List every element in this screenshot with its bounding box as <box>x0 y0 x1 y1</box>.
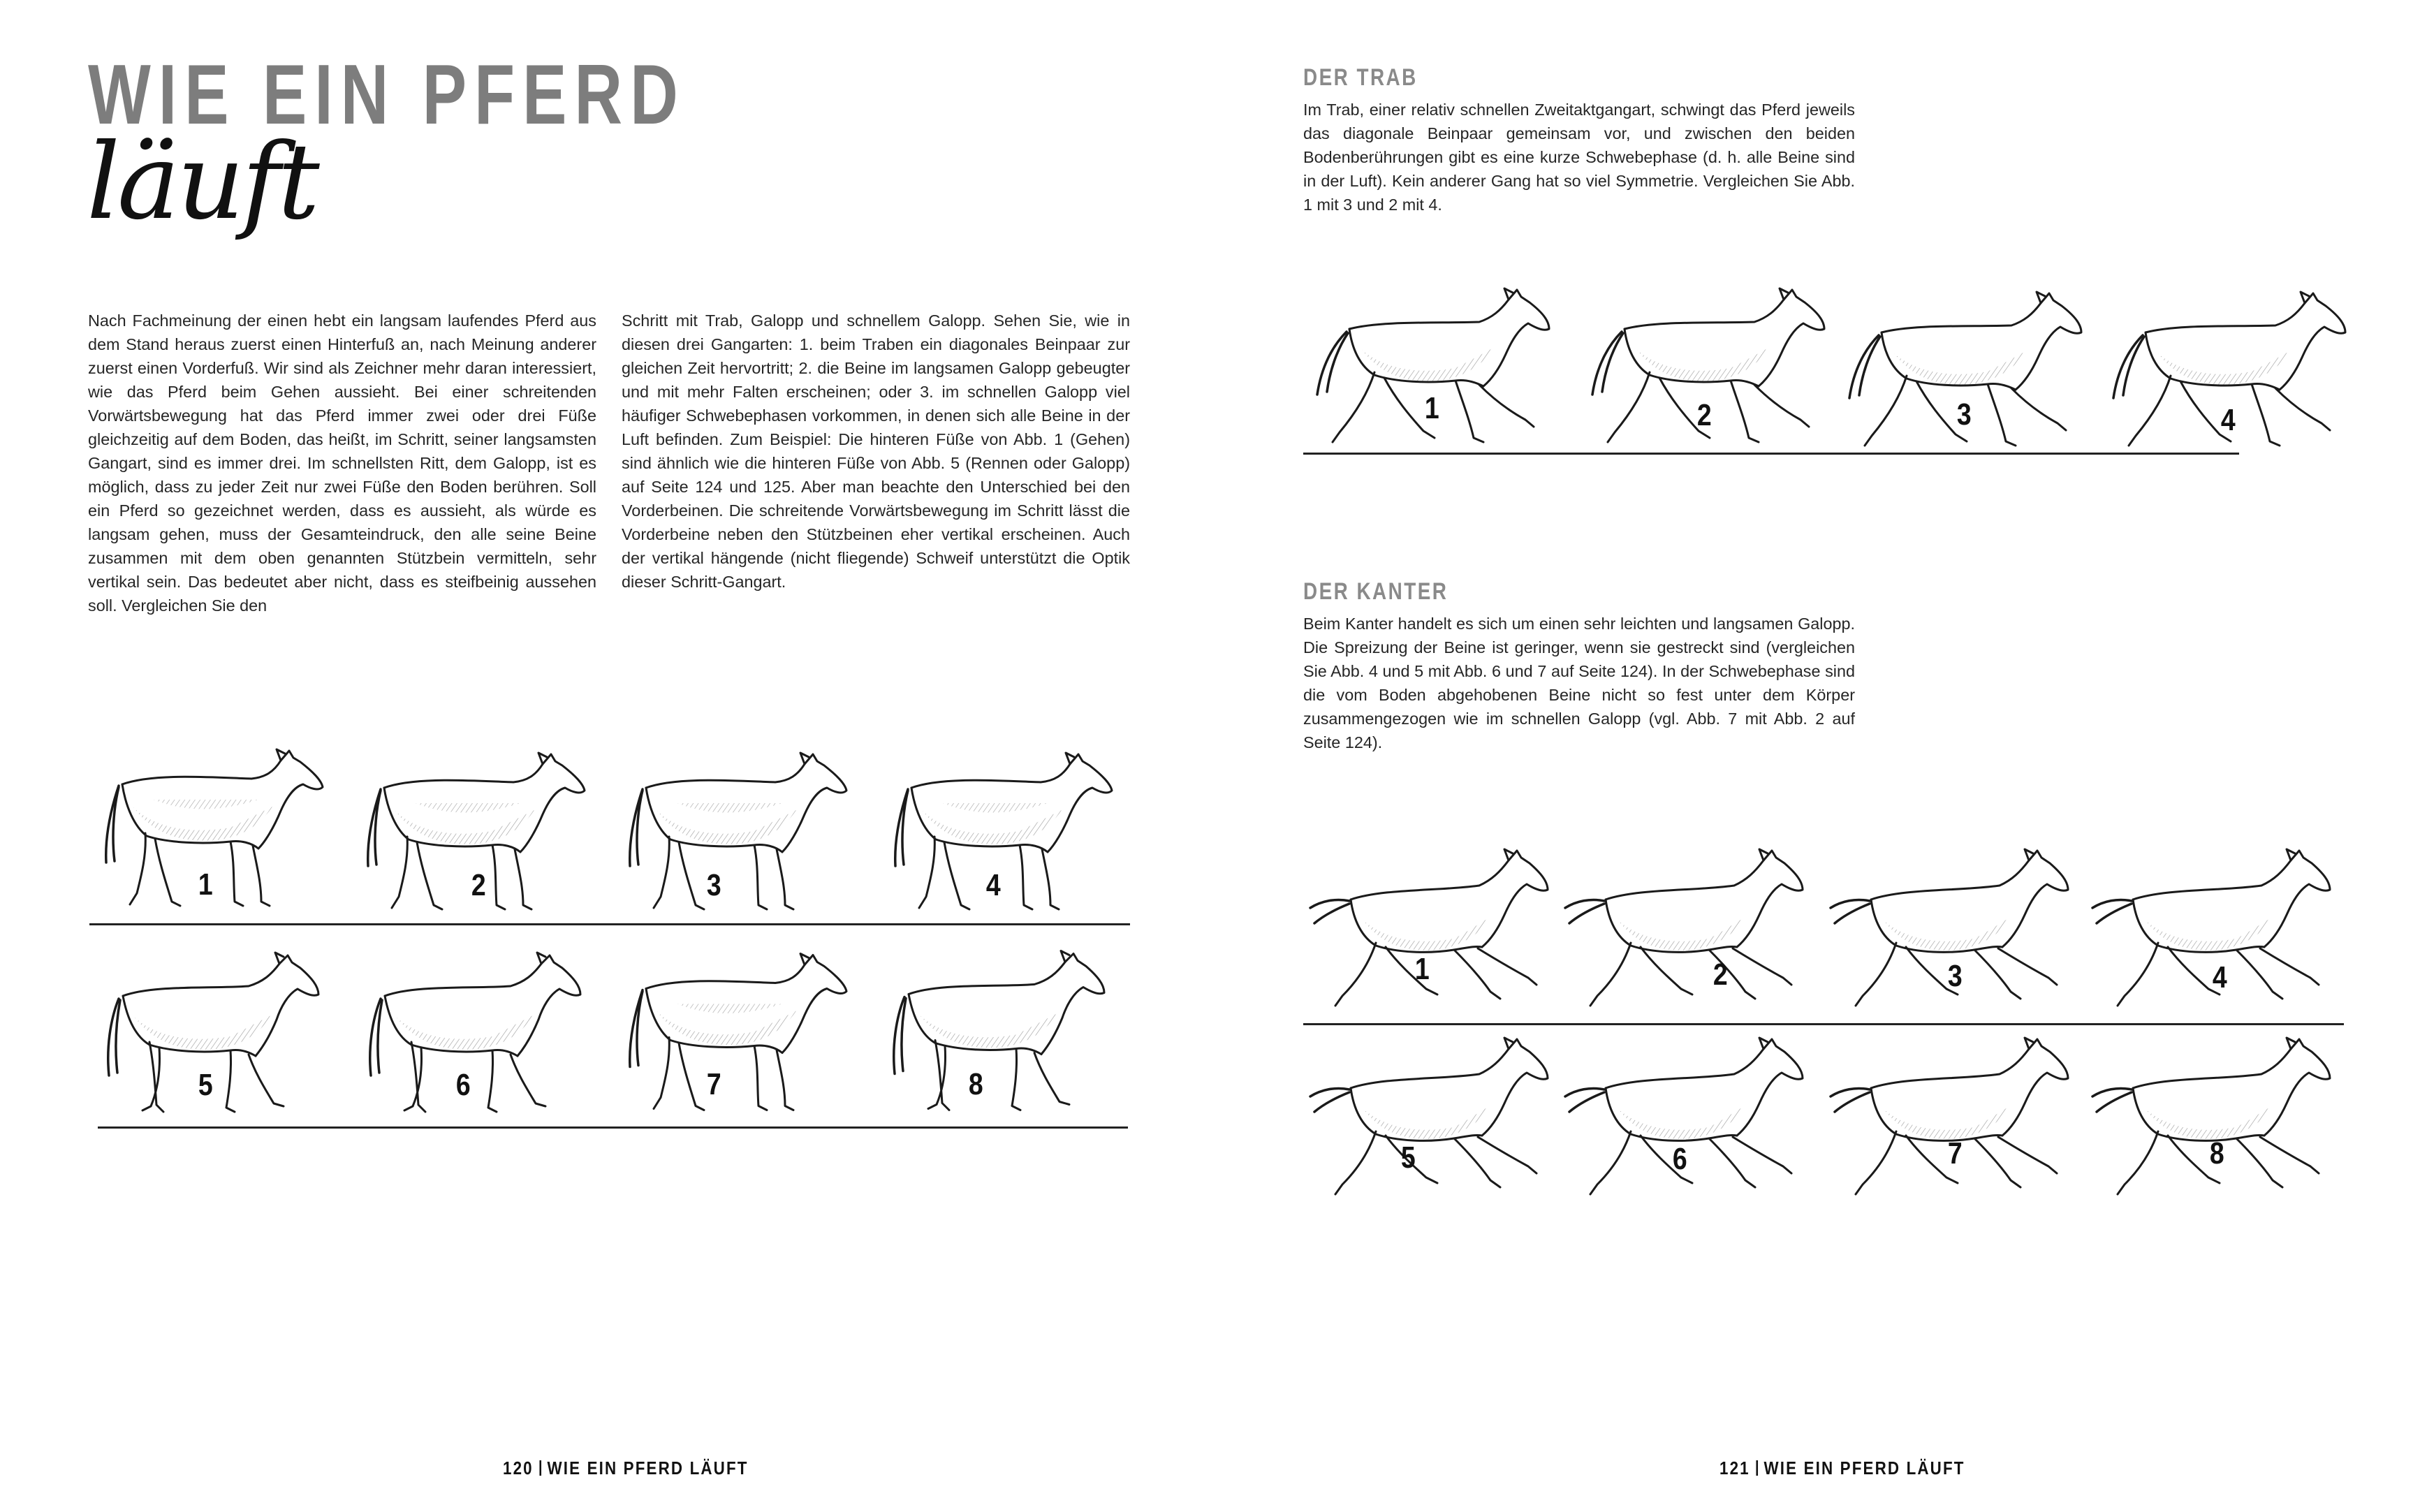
walk-figure-6 <box>353 950 604 1131</box>
figure-number: 3 <box>1956 397 1972 432</box>
kanter-figure-3 <box>1828 845 2079 1027</box>
kanter-figure-6 <box>1562 1034 1814 1215</box>
horse-sketch-icon <box>1307 1034 1559 1215</box>
page-footer <box>503 1458 749 1479</box>
kanter-figure-5 <box>1307 1034 1559 1215</box>
kanter-figure-4 <box>2090 845 2341 1027</box>
ground-line <box>1303 453 2239 455</box>
figure-number: 2 <box>1713 957 1728 992</box>
page-title: WIE EIN PFERD <box>88 47 686 142</box>
walk-figure-4 <box>880 747 1131 929</box>
page-number: 121 <box>1719 1458 1750 1478</box>
trab-figure-2 <box>1587 283 1838 457</box>
walk-figure-2 <box>353 747 604 929</box>
figure-number: 7 <box>706 1067 721 1101</box>
ground-line <box>89 923 1130 925</box>
horse-sketch-icon <box>615 747 866 929</box>
kanter-figure-7 <box>1828 1034 2079 1215</box>
horse-sketch-icon <box>1562 845 1814 1027</box>
walk-figure-5 <box>91 950 342 1131</box>
kanter-heading: DER KANTER <box>1303 578 1449 605</box>
kanter-figure-1 <box>1307 845 1559 1027</box>
ground-line <box>1303 1023 2344 1025</box>
horse-sketch-icon <box>353 950 604 1131</box>
figure-number: 3 <box>1947 959 1963 993</box>
walk-figure-7 <box>615 946 866 1131</box>
horse-sketch-icon <box>615 946 866 1131</box>
page-title-script: läuft <box>87 122 317 243</box>
figure-number: 5 <box>198 1068 213 1102</box>
figure-number: 7 <box>1947 1136 1963 1170</box>
footer-separator <box>539 1460 541 1476</box>
figure-number: 4 <box>985 868 1001 902</box>
figure-number: 1 <box>1414 952 1430 986</box>
figure-number: 4 <box>2220 403 2236 437</box>
horse-sketch-icon <box>1828 845 2079 1027</box>
kanter-figure-2 <box>1562 845 1814 1027</box>
body-column-1: Nach Fachmeinung der einen hebt ein langsam laufendes Pferd aus dem Stand heraus zuerst einen Hinterfuß an, nach Meinung anderer zuerst einen Vorderfuß. Wir sind als Zeichner mehr daran interessiert, wie das Pferd beim Gehen aussieht. Bei einer schreitenden Vorwärtsbewegung hat das Pferd immer zwei oder drei Füße gleichzeitig auf dem Boden, das heißt, im Schritt, seiner langsamsten Gangart, sind es immer drei. Im schnellsten Ritt, dem Galopp, ist es möglich, dass zu jeder Zeit nur zwei Füße den Boden berühren. Soll ein Pferd so gezeichnet werden, dass es aussieht, als würde es langsam gehen, muss der Gesamteindruck, den alle seine Beine zusammen mit dem oben genannten Stützbein vermitteln, sehr vertikal sein. Das bedeutet aber nicht, dass es steifbeinig aussehen soll. Vergleichen Sie den <box>88 311 596 615</box>
horse-sketch-icon <box>91 950 342 1131</box>
figure-number: 6 <box>1672 1142 1687 1176</box>
figure-number: 3 <box>706 868 721 902</box>
figure-number: 5 <box>1400 1140 1416 1175</box>
horse-sketch-icon <box>2090 845 2341 1027</box>
figure-number: 8 <box>2209 1136 2224 1170</box>
horse-sketch-icon <box>1562 1034 1814 1215</box>
figure-number: 2 <box>471 868 486 902</box>
figure-number: 8 <box>968 1067 983 1101</box>
figure-number: 6 <box>455 1068 471 1102</box>
trab-figure-3 <box>1844 286 2095 461</box>
horse-sketch-icon <box>880 747 1131 929</box>
horse-sketch-icon <box>91 744 342 925</box>
walk-figure-8 <box>877 946 1128 1131</box>
horse-sketch-icon <box>1307 845 1559 1027</box>
page-number: 120 <box>503 1458 534 1478</box>
horse-sketch-icon <box>877 946 1128 1131</box>
figure-number: 2 <box>1696 398 1712 432</box>
page-footer <box>1719 1458 1965 1479</box>
horse-sketch-icon <box>1844 286 2095 461</box>
trab-text: Im Trab, einer relativ schnellen Zweitaktgangart, schwingt das Pferd jeweils das diagonale Beinpaar gemeinsam vor, und zwischen den beiden Bodenberührungen gibt es eine kurze Schwebephase (d. h. alle Beine sind in der Luft). Kein anderer Gang hat so viel Symmetrie. Vergleichen Sie Abb. 1 mit 3 und 2 mit 4. <box>1303 101 1855 214</box>
trab-heading: DER TRAB <box>1303 64 1418 91</box>
footer-separator <box>1756 1460 1758 1476</box>
ground-line <box>98 1126 1128 1129</box>
trab-figure-4 <box>2108 286 2359 461</box>
kanter-figure-8 <box>2090 1034 2341 1215</box>
horse-sketch-icon <box>1828 1034 2079 1215</box>
figure-number: 1 <box>198 867 213 902</box>
horse-sketch-icon <box>1312 283 1563 457</box>
horse-sketch-icon <box>1587 283 1838 457</box>
walk-figure-1 <box>91 744 342 925</box>
kanter-text: Beim Kanter handelt es sich um einen sehr leichten und langsamen Galopp. Die Spreizung der Beine ist geringer, wenn sie gestreckt sind (vergleichen Sie Abb. 4 und 5 mit Abb. 6 und 7 auf Seite 124). In der Schwebephase sind die vom Boden abgehobenen Beine nicht so fest unter dem Körper zusammengezogen wie im schnellen Galopp (vgl. Abb. 7 mit Abb. 2 auf Seite 124). <box>1303 615 1855 751</box>
trab-figure-1 <box>1312 283 1563 457</box>
footer-title: WIE EIN PFERD LÄUFT <box>1763 1458 1965 1478</box>
right-page <box>1210 0 2419 1512</box>
figure-number: 1 <box>1424 391 1439 425</box>
walk-figure-3 <box>615 747 866 929</box>
footer-title: WIE EIN PFERD LÄUFT <box>547 1458 749 1478</box>
body-column-2: Schritt mit Trab, Galopp und schnellem Galopp. Sehen Sie, wie in diesen drei Gangarten: 1. beim Traben ein diagonales Beinpaar zur gleichen Zeit hervortritt; 2. die Beine im langsamen Galopp gebeugter und mit mehr Falten erscheinen; oder 3. im schnellen Galopp viel häufiger Schwebephasen vorkommen, in denen sich alle Beine in der Luft befinden. Zum Beispiel: Die hinteren Füße von Abb. 1 (Gehen) sind ähnlich wie die hinteren Füße von Abb. 5 (Rennen oder Galopp) auf Seite 124 und 125. Aber man beachte den Unterschied bei den Vorderbeinen. Die schreitende Vorwärtsbewegung im Schritt lässt die Vorderbeine neben den Stützbeinen eher vertikal erscheinen. Auch der vertikal hängende (nicht fliegende) Schweif unterstützt die Optik dieser Schritt-Gangart. <box>622 311 1130 591</box>
figure-number: 4 <box>2212 960 2227 994</box>
horse-sketch-icon <box>2090 1034 2341 1215</box>
